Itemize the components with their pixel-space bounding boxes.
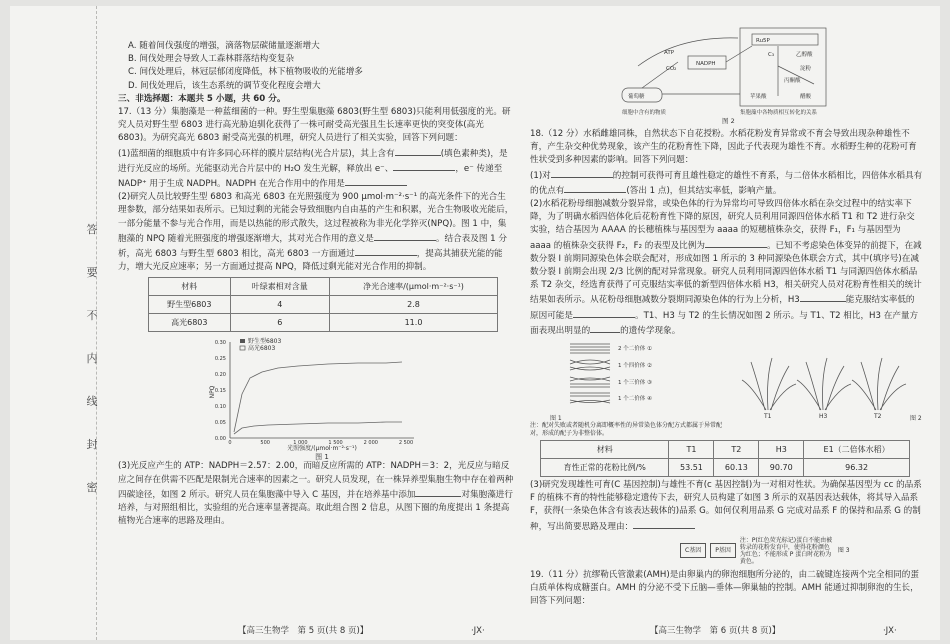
left-page <box>118 40 514 528</box>
y-tick-label: 0.30 <box>214 340 226 347</box>
q17-sub3-b: 对集胞藻进行培养，与对照组相比，实验组的光合速率显著提高。取此组合图 2 信息，从图下圈的角度提出 1 条提高植物光合速率的思路及理由。 <box>118 489 513 527</box>
table-header: 净光合速率/(μmol·m⁻²·s⁻¹) <box>330 278 498 296</box>
answer-blank[interactable] <box>551 168 613 178</box>
legend-swatch-high <box>240 346 245 350</box>
q18-sub1-a: (1)对 <box>530 170 551 181</box>
answer-blank[interactable] <box>705 238 767 248</box>
pairing-label: 1 个四价体 ② <box>618 363 652 370</box>
q17-sub2-part-b: 。结合表及图 1 分析，高光 6803 与野生型 6803 相比，高光 6803 一方面通过 <box>118 233 507 260</box>
table-row <box>149 314 498 332</box>
y-tick-label: 0.05 <box>214 420 226 427</box>
exam-sheet <box>10 6 940 640</box>
table-row <box>149 296 498 314</box>
q19-intro: 19.（11 分）抗缪勒氏管激素(AMH)是由卵巢内的卵泡细胞所分泌的，由二硫键连接两个完全相同的蛋白质单体构成糖蛋白。AMH 的分泌不受下丘脑—垂体—卵巢轴的控制。AMH 能通过抑制卵泡的生长，回答下列问题： <box>530 569 919 607</box>
q18-intro: 18.（12 分）水稻雌雄同株，自然状态下自花授粉。水稻花粉发育异常或不育会导致出现杂种雄性不育，产生杂交种优势现象，该产生的花粉育性下降，因此子代表现为雄性不育。水稻野生种的花粉可育性状受到多种因素的影响。回答下列问题： <box>530 129 917 166</box>
label-malate: 苹果酸 <box>750 94 767 100</box>
q17-intro: 17.（13 分）集胞藻是一种蓝细菌的一种。野生型集胞藻 6803(野生型 6803)只能利用低强度的光。研究人员对野生型 6803 进行高光胁迫驯化获得了一株可耐受高光强且生长速率更快的突变体(高光 6803)。为研究高光 6803 耐受高光强的机理，研究人员进行了相关实验，回答下列问题： <box>118 107 511 144</box>
fig1-note: 注：配对失败或者随机分离即概率性的异常染色体分配方式都属于异常配对，形成的配子为非整倍体。 <box>530 422 723 438</box>
q18-sub1-b: 的控制可获得可育且雄性稳定的雄性不育系，与二倍体水稻相比，四倍体水稻具有的优点有 <box>530 170 923 196</box>
table-header: T1 <box>669 441 714 459</box>
answer-blank[interactable] <box>374 231 436 241</box>
seal-line-text <box>84 221 100 495</box>
seal-char: 答 <box>86 223 98 236</box>
table-cell: 高光6803 <box>149 314 231 332</box>
y-axis-label: NPQ <box>209 386 216 399</box>
label-ru5p: Ru5P <box>756 38 770 44</box>
q18-figures <box>530 338 923 422</box>
figure-caption: 图 3 <box>837 547 850 555</box>
plant-label: T1 <box>764 413 772 421</box>
figure-caption: 图 2 <box>722 117 735 124</box>
option-c: C. 间伐处理后，林冠层郁闭度降低，林下植物吸收的光能增多 <box>128 67 363 78</box>
wild-type-curve <box>234 422 402 434</box>
answer-blank[interactable] <box>573 308 635 318</box>
answer-blank[interactable] <box>590 323 620 333</box>
right-page <box>530 128 923 608</box>
q18-sub1-c: (答出 1 点)，但其结实率低，影响产量。 <box>626 185 782 196</box>
table-cell: 53.51 <box>669 459 714 477</box>
q18-sub2-c: 能克服结实率低的原因可能是 <box>530 295 915 321</box>
high-light-curve <box>234 362 402 432</box>
q17-sub2-part-a: (2)研究人员比较野生型 6803 和高光 6803 在光照强度为 900 μmol·m⁻²·s⁻¹ 的高光条件下的光合生理参数，部分结果如表所示。已知过剩的光能会导致细胞内自由基的产生和积累，光合生物吸收光能后，一部分能量不参与光合作用，而是以热能的形式散失，这过程被称为非光化学猝灭(NPQ)。图 1 中，集胞藻的 NPQ 随着光照强度的增强逐渐增大，其对光合作用的意义是 <box>118 192 514 244</box>
seal-char: 要 <box>86 266 98 279</box>
table-cell: 60.13 <box>714 459 759 477</box>
q17-sub2-part-c: ，提高其捕获光能的能力，增大光反应速率；另一方面通过提高 NPQ，降低过剩光能对光合作用的抑制。 <box>118 249 503 273</box>
q18-sub2-d: 。T1、H3 与 T2 的生长情况如图 2 所示。与 T1、T2 相比，H3 在产量方面表现出明显的 <box>530 310 919 336</box>
figure-caption-right: 集胞藻中各物质相互转化的关系 <box>740 110 818 116</box>
legend-wild: 野生型6803 <box>248 338 282 346</box>
answer-blank[interactable] <box>633 519 695 529</box>
pathway-figure-2 <box>618 26 838 124</box>
figure-caption-left: 细胞中含有的物质 <box>622 110 667 116</box>
pairing-label: 1 个三价体 ③ <box>618 380 652 387</box>
option-a: A. 随着间伐强度的增强，滴落物层碳储量逐渐增大 <box>128 41 320 51</box>
q18-sub2-b: 。已知不考虑染色体变异的前提下，在减数分裂 I 前期同源染色体会联会配对，形成如图 1 所示的 3 种同源染色体联会方式，其中(填序号)在减数分裂 I 前期会出现 2/3 比例的配对异常现象。研究人员利用同源四倍体水稻 T1 与同源四倍体水稻品系 T2 杂交，经选育获得了可克服结实率低的新型四倍体水稻 H3，相关研究人员对花粉育性相关的统计结果如表所示。从花粉母细胞减数分裂期同源染色体的行为上分析，H3 <box>530 240 922 306</box>
answer-blank[interactable] <box>393 161 455 171</box>
table-header: 材料 <box>541 441 669 459</box>
table-header: E1（二倍体水稻） <box>804 441 910 459</box>
option-b: B. 间伐处理会导致人工森林群落结构变复杂 <box>128 54 295 65</box>
table-header: H3 <box>759 441 804 459</box>
x-tick-label: 1 500 <box>328 440 343 447</box>
table-cell: 90.70 <box>759 459 804 477</box>
label-glucose: 葡萄糖 <box>628 94 645 100</box>
seal-char: 不 <box>86 309 98 322</box>
answer-blank[interactable] <box>800 292 846 302</box>
y-tick-label: 0.20 <box>214 372 226 379</box>
label-atp: ATP <box>664 50 675 56</box>
table-header: 叶绿素相对含量 <box>230 278 329 296</box>
table-cell: 6 <box>230 314 329 332</box>
table-header: T2 <box>714 441 759 459</box>
q18-sub2-e: 的遗传学现象。 <box>620 325 681 336</box>
figure-caption: 图 1 <box>315 453 329 461</box>
fig3-note: 注：P(红色荧光标记)蛋白不能由被转录的花粉发育中，使得花粉颜色为红色；不能形成 P 蛋白时花粉为黄色。 <box>739 536 833 565</box>
x-tick-label: 2 000 <box>363 440 378 447</box>
answer-blank[interactable] <box>395 146 441 156</box>
label-starch: 淀粉 <box>800 66 812 72</box>
q17-sub3: (3)光反应产生的 ATP：NADPH＝2.57：2.00，而暗反应所需的 ATP：NADPH＝3：2，光反应与暗反应之间存在供需不匹配是限制光合速率的因素之一。研究人员发现，在一株异养型集胞生物中存在着两种四碳途径，如图 2 所示。研究人员在集胞藻中导入 C 基因，并在培养基中添加 <box>118 461 514 500</box>
table-cell: 11.0 <box>330 314 498 332</box>
table-cell: 96.32 <box>804 459 910 477</box>
y-tick-label: 0.15 <box>214 388 226 395</box>
answer-blank[interactable] <box>564 183 626 193</box>
table-row <box>541 459 910 477</box>
plant-label: H3 <box>819 413 828 421</box>
x-tick-label: 1 000 <box>293 440 308 447</box>
legend-high: 高光6803 <box>248 345 276 353</box>
seal-char: 内 <box>86 352 98 365</box>
y-tick-label: 0.25 <box>214 356 226 363</box>
legend-swatch-wild <box>240 339 245 343</box>
answer-blank[interactable] <box>355 246 417 256</box>
seal-char: 密 <box>86 481 98 494</box>
figure-caption: 图 1 <box>550 415 562 423</box>
table-cell: 育性正常的花粉比例/% <box>541 459 669 477</box>
gene-box-c: C基因 <box>680 543 706 558</box>
footer-code: ·JX· <box>882 626 897 636</box>
seal-line-margin <box>18 6 97 640</box>
answer-blank[interactable] <box>415 487 461 497</box>
figure-caption: 图 2 <box>910 415 922 423</box>
x-axis-label: 光照强度/(μmol·m⁻²·s⁻¹) <box>287 445 357 453</box>
pairing-label: 2 个二价体 ① <box>618 346 652 353</box>
gene-box-p: P基因 <box>710 543 736 558</box>
label-nadph: NADPH <box>696 61 716 67</box>
table-cell: 2.8 <box>330 296 498 314</box>
x-tick-label: 0 <box>228 440 232 447</box>
label-acetate: 醋酸 <box>800 94 812 100</box>
seal-char: 封 <box>86 438 98 451</box>
label-c3: C₃ <box>768 52 775 58</box>
table-cell: 4 <box>230 296 329 314</box>
page-footer-text: 【高三生物学 第 6 页(共 8 页)】 <box>650 626 781 636</box>
y-tick-label: 0.00 <box>214 436 226 443</box>
plant-label: T2 <box>874 413 882 421</box>
q17-sub1-part-c: ，e⁻ 传递至 NADP⁺ 用于生成 NADPH。NADPH 在光合作用中的作用是 <box>118 163 503 190</box>
q18-sub3: (3)研究发现雄性可育(C 基因控制)与雄性不育(c 基因控制)为一对相对性状。为确保基因型为 cc 的品系 F 的植株不育的特性能够稳定遗传下去，研究人员构建了如图 3 所示的双基因表达载体，将其导入品系 F，获得(一条染色体含有该表达载体的)品系 G。如何仅利用品系 G 完成对品系 F 的保持和品系 G 的制种，写出简要思路及理由： <box>530 480 922 532</box>
chromosome-pairing-diagram <box>570 344 610 403</box>
x-tick-label: 2 500 <box>398 440 414 447</box>
page-footer-text: 【高三生物学 第 5 页(共 8 页)】 <box>238 626 369 636</box>
footer-code: ·JX· <box>470 626 485 636</box>
q18-sub2: (2)水稻花粉母细胞减数分裂异常，或染色体的行为异常均可导致四倍体水稻在杂交过程中的结实率下降，为了明确水稻四倍体化后花粉育性下降的原因，研究人员利用同源四倍体水稻 T1 和 T2 进行杂交实验，结合基因为 AAAA 的长穗植株与基因型为 aaaa 的短穗植株杂交，获得 F₁，F₁ 与基因型为 aaaa 的植株杂交获得 F₂，F₂ 的表型及比例为 <box>530 199 915 251</box>
answer-blank[interactable] <box>345 176 407 186</box>
q17-sub1-part-b: (填色素种类)，是进行光反应的场所。光能驱动光合片层中的 H₂O 发生光解，释放出 e⁻、 <box>118 148 508 174</box>
label-glycolate: 乙醇酸 <box>796 52 813 58</box>
vector-diagram <box>680 537 923 565</box>
pairing-label: 1 个二价体 ④ <box>618 396 652 403</box>
q18-data-table <box>540 440 910 477</box>
q17-sub1-part-a: (1)蓝细菌的细胞质中有许多同心环样的膜片层结构(光合片层)，其上含有 <box>118 148 395 159</box>
y-tick-label: 0.10 <box>214 404 226 411</box>
label-co2: CO₂ <box>666 66 677 72</box>
left-footer <box>238 624 485 636</box>
section-heading: 三、非选择题：本题共 5 小题，共 60 分。 <box>118 93 286 104</box>
option-d: D. 间伐处理后，该生态系统的调节变化程度会增大 <box>128 80 321 91</box>
x-tick-label: 500 <box>260 440 270 447</box>
npq-figure <box>118 334 514 460</box>
seal-char: 线 <box>86 395 98 408</box>
right-footer <box>650 624 897 636</box>
q17-data-table <box>148 277 498 332</box>
table-header: 材料 <box>149 278 231 296</box>
rice-plants-illustration <box>742 358 906 410</box>
table-cell: 野生型6803 <box>149 296 231 314</box>
label-pyruvate: 丙酮酸 <box>784 78 801 84</box>
